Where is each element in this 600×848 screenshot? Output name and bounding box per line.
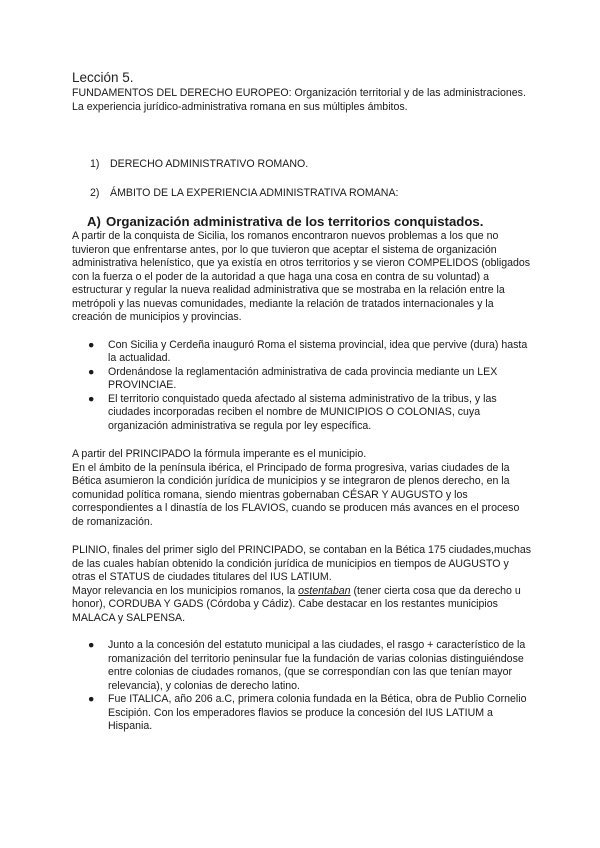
section-letter: A) [87, 214, 101, 229]
lesson-subtitle: FUNDAMENTOS DEL DERECHO EUROPEO: Organización territorial y de las administraciones. La experiencia jurídico-administrativa romana en sus múltiples ámbitos. [72, 87, 526, 113]
bullet-text: El territorio conquistado queda afectado al sistema administrativo de la tribus, y las ciudades incorporadas reciben el nombre de MUNICIPIOS O COLONIAS, cuya organización administrativa se regula por ley específica. [108, 392, 497, 432]
numbered-list [72, 158, 532, 200]
relevancia-text-start: Mayor relevancia en los municipios romanos, la [72, 584, 299, 597]
bullet-icon: ● [88, 365, 95, 378]
relevancia-text-end: (tener cierta cosa que da derecho u honor), CORDUBA Y GADS (Córdoba y Cádiz). Cabe destacar en los restantes municipios MALACA y SALPENSA. [72, 584, 521, 624]
bullet-text: Fue ITALICA, año 206 a.C, primera colonia fundada en la Bética, obra de Publio Cornelio Escipión. Con los emperadores flavios se produce la concesión del IUS LATIUM a Hispania. [108, 693, 527, 732]
plinio-paragraph: PLINIO, finales del primer siglo del PRINCIPADO, se contaban en la Bética 175 ciudades,muchas de las cuales habían obtenido la condición jurídica de municipios en tiempos de AUGUSTO y otras el STATUS de ciudades titulares del IUS LATIUM. [72, 544, 532, 583]
bullet-icon: ● [88, 639, 95, 651]
relevancia-paragraph [72, 585, 532, 626]
bullet-icon: ● [88, 338, 95, 351]
bullet-text: Junto a la concesión del estatuto municipal a las ciudades, el rasgo + característico de la romanización del territorio peninsular fue la fundación de varias colonias distinguiéndose entre colonias de ciudades romanos, (que se correspondían con las que tenían mayor relevancia), y colonias de derecho latino. [108, 639, 526, 692]
bullet-item [72, 366, 532, 393]
item-text: DERECHO ADMINISTRATIVO ROMANO. [110, 158, 309, 170]
bullet-item [72, 693, 532, 734]
lesson-title: Lección 5. [72, 70, 134, 85]
document-page [72, 70, 532, 734]
bullet-icon: ● [88, 693, 95, 705]
bullet-text: Con Sicilia y Cerdeña inauguró Roma el sistema provincial, idea que pervive (dura) hasta la actualidad. [108, 338, 528, 364]
bullet-text: Ordenándose la reglamentación administrativa de cada provincia mediante un LEX PROVINCIAE. [108, 365, 498, 391]
item-number: 2) [90, 186, 100, 199]
numbered-item [72, 187, 532, 201]
section-heading-text: Organización administrativa de los territorios conquistados. [106, 214, 484, 229]
bullet-list [72, 339, 532, 434]
principado-line: A partir del PRINCIPADO la fórmula imperante es el municipio. [72, 448, 367, 460]
principado-paragraph: En el ámbito de la península ibérica, el Principado de forma progresiva, varias ciudades de la Bética asumieron la condición jurídica de municipios y se integraron de plenos derecho, en la comunidad política romana, siendo mientras gobernaban CÉSAR Y AUGUSTO y los correspondientes a l dinastía de los FLAVIOS, cuando se producen más avances en el proceso de romanización. [72, 461, 520, 528]
bullet-item [72, 393, 532, 434]
bullet-icon: ● [88, 392, 95, 405]
item-number: 1) [90, 158, 100, 170]
bullet-item [72, 639, 532, 693]
section-paragraph: A partir de la conquista de Sicilia, los romanos encontraron nuevos problemas a los que no tuvieron que enfrentarse antes, por lo que tuvieron que aceptar el sistema de organización administrativa helenístico, que ya existía en otros territorios y se vieron COMPELIDOS (obligados con la fuerza o el poder de la autoridad a que haga una cosa en contra de su voluntad) a estructurar y regular la nueva realidad administrativa que se mostraba en la relación entre la metrópoli y las nuevas comunidades, mediante la relación de tratados internacionales y la creación de municipios y provincias. [72, 230, 531, 323]
bullet-item [72, 339, 532, 366]
section-heading [87, 214, 532, 230]
item-text: ÁMBITO DE LA EXPERIENCIA ADMINISTRATIVA ROMANA: [110, 186, 399, 199]
bullet-list-2 [72, 639, 532, 734]
numbered-item [72, 158, 532, 172]
ostentaban-word: ostentaban [298, 584, 351, 597]
